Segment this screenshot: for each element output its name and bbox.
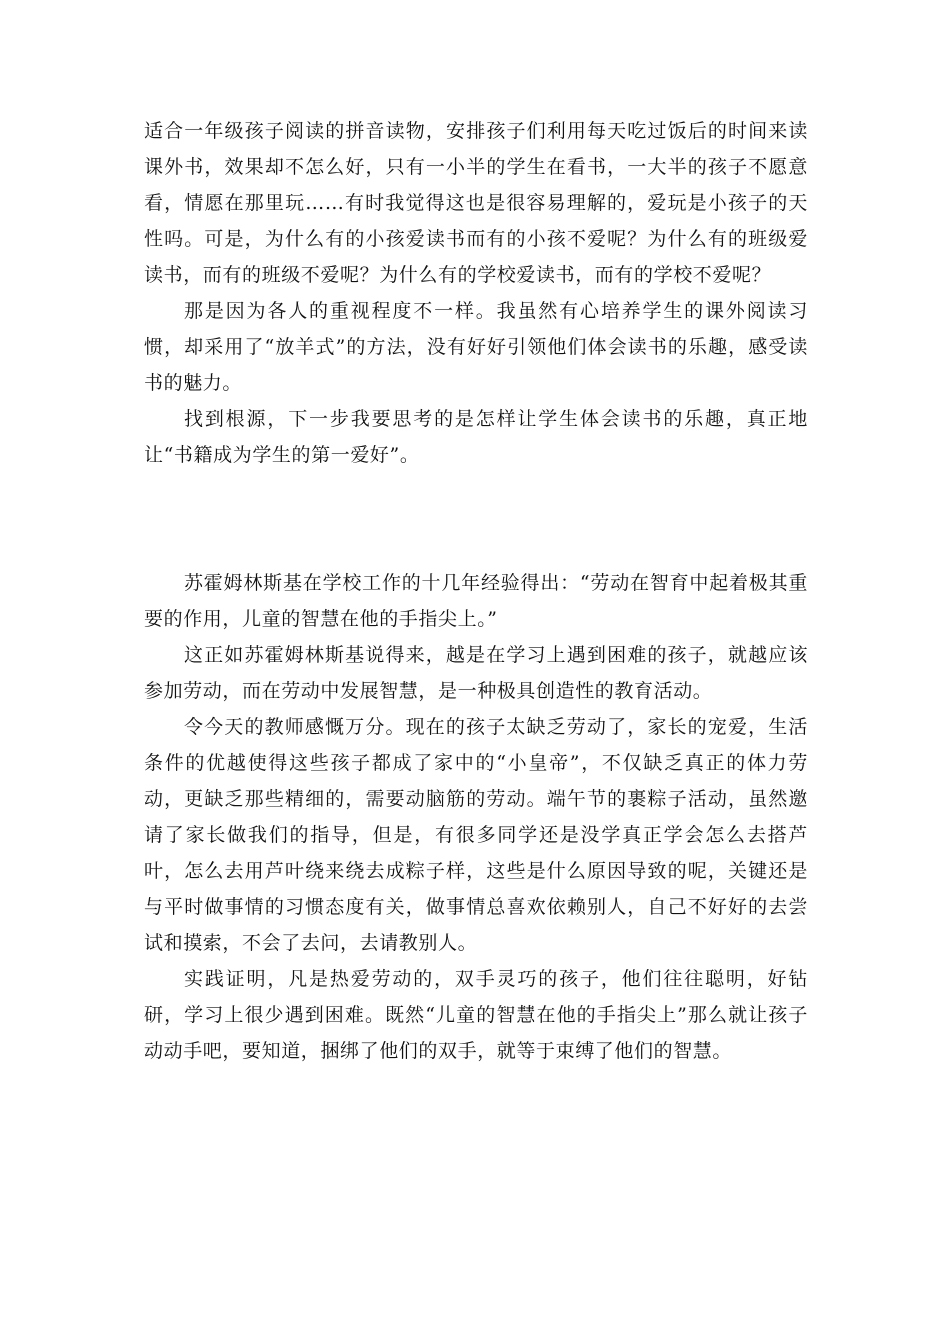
paragraph: 找到根源，下一步我要思考的是怎样让学生体会读书的乐趣，真正地让“书籍成为学生的第一爱好”。 [144, 408, 808, 466]
paragraph: 适合一年级孩子阅读的拼音读物，安排孩子们利用每天吃过饭后的时间来读课外书，效果却不怎么好，只有一小半的学生在看书，一大半的孩子不愿意看，情愿在那里玩……有时我觉得这也是很容易理解的，爱玩是小孩子的天性吗。可是，为什么有的小孩爱读书而有的小孩不爱呢？为什么有的班级爱读书，而有的班级不爱呢？为什么有的学校爱读书，而有的学校不爱呢？ [144, 120, 808, 286]
paragraph: 那是因为各人的重视程度不一样。我虽然有心培养学生的课外阅读习惯，却采用了“放羊式”的方法，没有好好引领他们体会读书的乐趣，感受读书的魅力。 [144, 300, 808, 394]
paragraph: 实践证明，凡是热爱劳动的，双手灵巧的孩子，他们往往聪明，好钻研，学习上很少遇到困难。既然“儿童的智慧在他的手指尖上”那么就让孩子动动手吧，要知道，捆绑了他们的双手，就等于束缚了他们的智慧。 [144, 968, 808, 1062]
paragraph: 这正如苏霍姆林斯基说得来，越是在学习上遇到困难的孩子，就越应该参加劳动，而在劳动中发展智慧，是一种极具创造性的教育活动。 [144, 644, 808, 702]
paragraph: 令今天的教师感慨万分。现在的孩子太缺乏劳动了，家长的宠爱，生活条件的优越使得这些孩子都成了家中的“小皇帝”，不仅缺乏真正的体力劳动，更缺乏那些精细的，需要动脑筋的劳动。端午节的裹粽子活动，虽然邀请了家长做我们的指导，但是，有很多同学还是没学真正学会怎么去搭芦叶，怎么去用芦叶绕来绕去成粽子样，这些是什么原因导致的呢，关键还是与平时做事情的习惯态度有关，做事情总喜欢依赖别人，自己不好好的去尝试和摸索，不会了去问，去请教别人。 [144, 716, 808, 954]
paragraph: 苏霍姆林斯基在学校工作的十几年经验得出：“劳动在智育中起着极其重要的作用，儿童的智慧在他的手指尖上。” [144, 572, 808, 630]
text-section-reading [144, 113, 808, 473]
text-section-labor [144, 565, 808, 1069]
